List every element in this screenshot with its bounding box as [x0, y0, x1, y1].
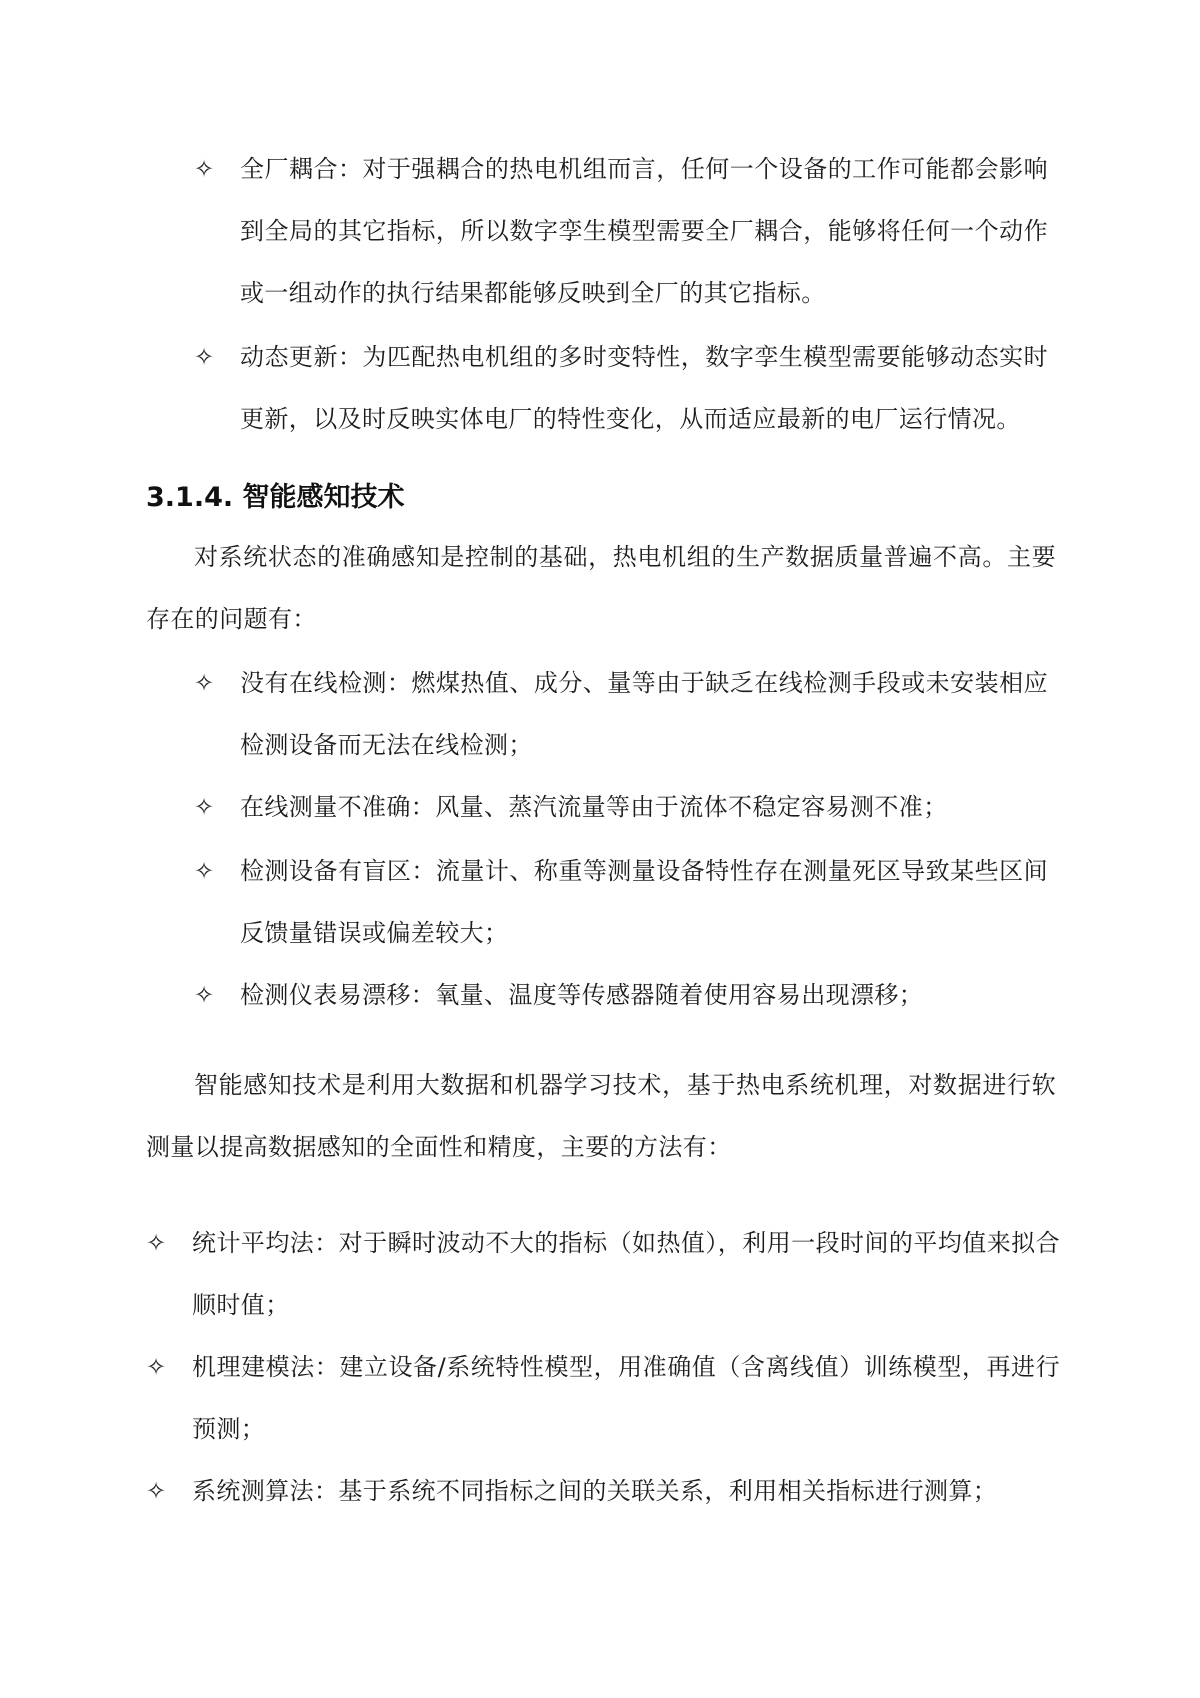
list-item	[194, 326, 1094, 450]
diamond-bullet-icon: ✧	[146, 1229, 167, 1257]
list-item-text: 动态更新：为匹配热电机组的多时变特性，数字孪生模型需要能够动态实时更新，以及时反映实体电厂的特性变化，从而适应最新的电厂运行情况。	[240, 343, 1048, 433]
diamond-bullet-icon: ✧	[194, 155, 215, 183]
list-item-text: 在线测量不准确：风量、蒸汽流量等由于流体不稳定容易测不准；	[240, 793, 948, 821]
list-item-text: 机理建模法：建立设备/系统特性模型，用准确值（含离线值）训练模型，再进行预测；	[192, 1353, 1060, 1443]
list-item	[146, 1336, 1060, 1460]
intro-paragraph: 对系统状态的准确感知是控制的基础，热电机组的生产数据质量普遍不高。主要存在的问题有：	[146, 543, 1056, 633]
list-item-text: 统计平均法：对于瞬时波动不大的指标（如热值），利用一段时间的平均值来拟合顺时值；	[192, 1229, 1060, 1319]
diamond-bullet-icon: ✧	[194, 793, 215, 821]
list-item-text: 检测仪表易漂移：氧量、温度等传感器随着使用容易出现漂移；	[240, 981, 924, 1009]
list-item	[146, 1212, 1060, 1336]
list-item-text: 没有在线检测：燃煤热值、成分、量等由于缺乏在线检测手段或未安装相应检测设备而无法在线检测；	[240, 669, 1048, 759]
list-item	[194, 138, 1094, 324]
diamond-bullet-icon: ✧	[194, 669, 215, 697]
diamond-bullet-icon: ✧	[146, 1477, 167, 1505]
diamond-bullet-icon: ✧	[194, 343, 215, 371]
diamond-bullet-icon: ✧	[194, 981, 215, 1009]
list-item	[146, 1460, 1046, 1522]
list-item-text: 系统测算法：基于系统不同指标之间的关联关系，利用相关指标进行测算；	[192, 1477, 998, 1505]
diamond-bullet-icon: ✧	[194, 857, 215, 885]
list-item	[194, 776, 1094, 838]
list-item-text: 检测设备有盲区：流量计、称重等测量设备特性存在测量死区导致某些区间反馈量错误或偏差较大；	[240, 857, 1048, 947]
list-item	[194, 964, 1094, 1026]
list-item-text: 全厂耦合：对于强耦合的热电机组而言，任何一个设备的工作可能都会影响到全局的其它指标，所以数字孪生模型需要全厂耦合，能够将任何一个动作或一组动作的执行结果都能够反映到全厂的其它指标。	[240, 155, 1048, 307]
section-heading: 3.1.4. 智能感知技术	[146, 482, 405, 513]
diamond-bullet-icon: ✧	[146, 1353, 167, 1381]
methods-paragraph: 智能感知技术是利用大数据和机器学习技术，基于热电系统机理，对数据进行软测量以提高数据感知的全面性和精度，主要的方法有：	[146, 1071, 1056, 1161]
list-item	[194, 652, 1094, 776]
list-item	[194, 840, 1094, 964]
